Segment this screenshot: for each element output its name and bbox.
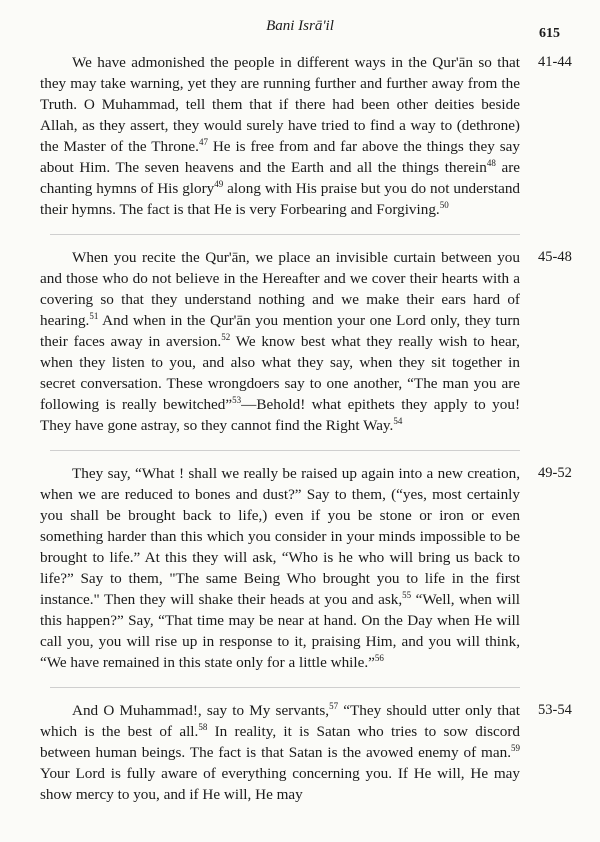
paragraph-text: “Well, when will this happen?” Say, “That time may be near at hand. On the Day when He will call you, you will rise up in response to it, praising Him, and you will think, “We have remained in this state only for a little while.”: [40, 591, 521, 671]
footnote-marker[interactable]: 59: [511, 742, 520, 753]
paragraph-text: —Behold! what epithets they apply to you! They have gone astray, so they cannot find the Right Way.: [40, 396, 520, 434]
page-number: 615: [539, 26, 560, 41]
verse-range: 53-54: [538, 702, 572, 718]
paragraph-text: And O Muhammad!, say to My servants,: [72, 702, 330, 719]
paragraph-divider: [50, 687, 520, 688]
footnote-marker[interactable]: 52: [221, 331, 231, 342]
verse-paragraph: [40, 247, 572, 436]
paragraph-text: are chanting hymns of His glory: [40, 159, 520, 197]
verse-range: 45-48: [538, 249, 572, 265]
verse-range: 49-52: [538, 465, 572, 481]
footnote-marker[interactable]: 51: [89, 310, 99, 321]
paragraph-text: They say, “What ! shall we really be raised up again into a new creation, when we are reduced to bones and dust?” Say to them, (“yes, most certainly you shall be brought back to life,) even if you be stone or iron or even something harder than this which you consider in your minds impossible to be brought to life.” At this they will ask, “Who is he who will bring us back to life?” Say to them, "The same Being Who brought you to life in the first instance." Then they will shake their heads at you and ask,: [40, 465, 520, 608]
verse-paragraph: [40, 52, 572, 220]
footnote-marker[interactable]: 53: [232, 394, 242, 405]
running-title: Bani Isrā'il: [266, 18, 334, 34]
paragraph-text: When you recite the Qur'ān, we place an invisible curtain between you and those who do not believe in the Hereafter and we cover their hearts with a covering so that they understand nothing and we make their ears hard of hearing.: [40, 249, 520, 329]
footnote-marker[interactable]: 47: [198, 136, 208, 147]
footnote-marker[interactable]: 56: [374, 652, 384, 663]
verse-paragraph: [40, 700, 572, 805]
paragraph-text: We have admonished the people in different ways in the Qur'ān so that they may take warning, yet they are running further and further away from the Truth. O Muhammad, tell them that if there had been other deities beside Allah, as they assert, they would surely have tried to find a way to (dethrone) the Master of the Throne.: [40, 54, 520, 155]
paragraph-text: Your Lord is fully aware of everything concerning you. If He will, He may show mercy to you, and if He will, He may: [40, 765, 520, 803]
paragraph-text: He is free from and far above the things they say about Him. The seven heavens and the Earth and all the things therein: [40, 138, 520, 176]
paragraph-text: And when in the Qur'ān you mention your one Lord only, they turn their faces away in aversion.: [40, 312, 520, 350]
paragraph-text: “They should utter only that which is the best of all.: [40, 702, 521, 740]
footnote-marker[interactable]: 58: [198, 721, 208, 732]
verse-range: 41-44: [538, 54, 572, 70]
paragraph-text: We know best what they really wish to hear, when they listen to you, and also what they say, when they sit together in secret conversation. These wrongdoers say to one another, “The man you are following is really bewitched”: [40, 333, 520, 413]
footnote-marker[interactable]: 50: [439, 199, 449, 210]
footnote-marker[interactable]: 57: [329, 700, 339, 711]
paragraph-divider: [50, 450, 520, 451]
main-text: [40, 52, 572, 819]
footnote-marker[interactable]: 48: [486, 157, 496, 168]
paragraph-divider: [50, 234, 520, 235]
verse-paragraph: [40, 463, 572, 673]
paragraph-text: In reality, it is Satan who tries to sow discord between human beings. The fact is that Satan is the avowed enemy of man.: [40, 723, 520, 761]
page-header: [0, 18, 600, 42]
footnote-marker[interactable]: 54: [393, 415, 403, 426]
paragraph-text: along with His praise but you do not understand their hymns. The fact is that He is very Forbearing and Forgiving.: [40, 180, 521, 218]
footnote-marker[interactable]: 49: [214, 178, 224, 189]
footnote-marker[interactable]: 55: [402, 589, 412, 600]
